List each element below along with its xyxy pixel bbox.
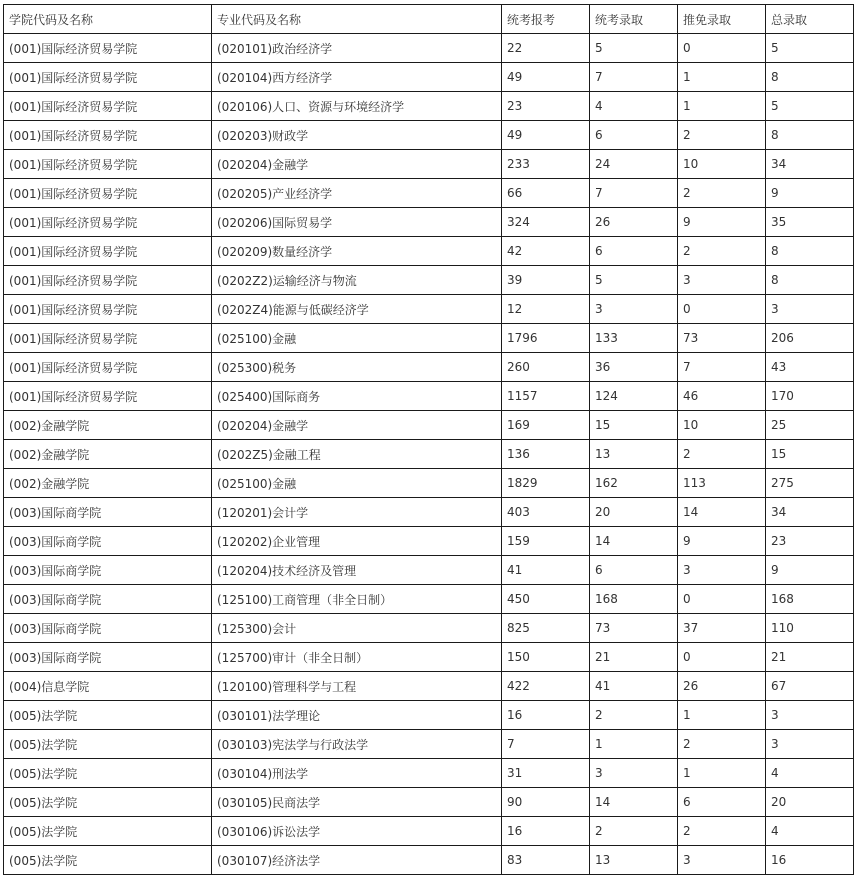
table-row xyxy=(4,237,854,266)
exempt-admitted-cell: 2 xyxy=(678,237,766,266)
table-body xyxy=(4,34,854,875)
major-cell: (020209)数量经济学 xyxy=(212,237,502,266)
exam-applicants-cell: 7 xyxy=(502,730,590,759)
exam-admitted-cell: 5 xyxy=(590,34,678,63)
college-cell: (001)国际经济贸易学院 xyxy=(4,237,212,266)
exam-applicants-cell: 825 xyxy=(502,614,590,643)
total-admitted-cell: 15 xyxy=(766,440,854,469)
exam-admitted-cell: 5 xyxy=(590,266,678,295)
college-cell: (005)法学院 xyxy=(4,846,212,875)
major-cell: (020203)财政学 xyxy=(212,121,502,150)
table-row xyxy=(4,324,854,353)
college-cell: (001)国际经济贸易学院 xyxy=(4,353,212,382)
exam-applicants-cell: 233 xyxy=(502,150,590,179)
college-header: 学院代码及名称 xyxy=(4,5,212,34)
table-row xyxy=(4,701,854,730)
exam-applicants-cell: 66 xyxy=(502,179,590,208)
total-admitted-cell: 43 xyxy=(766,353,854,382)
major-cell: (020106)人口、资源与环境经济学 xyxy=(212,92,502,121)
exempt-admitted-cell: 14 xyxy=(678,498,766,527)
exam-applicants-cell: 450 xyxy=(502,585,590,614)
exempt-admitted-cell: 2 xyxy=(678,730,766,759)
major-cell: (125100)工商管理（非全日制） xyxy=(212,585,502,614)
exam-admitted-cell: 133 xyxy=(590,324,678,353)
total-admitted-cell: 4 xyxy=(766,817,854,846)
header-row xyxy=(4,5,854,34)
major-cell: (125300)会计 xyxy=(212,614,502,643)
total-admitted-cell: 9 xyxy=(766,556,854,585)
exam-applicants-cell: 16 xyxy=(502,701,590,730)
exempt-admitted-cell: 9 xyxy=(678,527,766,556)
exempt-admitted-cell: 2 xyxy=(678,817,766,846)
college-cell: (001)国际经济贸易学院 xyxy=(4,34,212,63)
college-cell: (005)法学院 xyxy=(4,730,212,759)
exam-admitted-cell: 2 xyxy=(590,701,678,730)
total-admitted-cell: 34 xyxy=(766,498,854,527)
total-admitted-cell: 4 xyxy=(766,759,854,788)
college-cell: (005)法学院 xyxy=(4,788,212,817)
major-cell: (030105)民商法学 xyxy=(212,788,502,817)
exempt-admitted-cell: 1 xyxy=(678,701,766,730)
exam-admitted-cell: 24 xyxy=(590,150,678,179)
college-cell: (002)金融学院 xyxy=(4,469,212,498)
total-admitted-cell: 8 xyxy=(766,121,854,150)
exempt-admitted-cell: 113 xyxy=(678,469,766,498)
college-cell: (001)国际经济贸易学院 xyxy=(4,150,212,179)
college-cell: (001)国际经济贸易学院 xyxy=(4,121,212,150)
major-cell: (120202)企业管理 xyxy=(212,527,502,556)
exempt-admitted-cell: 3 xyxy=(678,266,766,295)
college-cell: (003)国际商学院 xyxy=(4,585,212,614)
college-cell: (003)国际商学院 xyxy=(4,498,212,527)
exam-admitted-cell: 13 xyxy=(590,440,678,469)
exam-admitted-cell: 13 xyxy=(590,846,678,875)
total-admitted-cell: 110 xyxy=(766,614,854,643)
table-row xyxy=(4,730,854,759)
major-cell: (020205)产业经济学 xyxy=(212,179,502,208)
table-row xyxy=(4,469,854,498)
exam-admitted-cell: 162 xyxy=(590,469,678,498)
exam-admitted-cell: 6 xyxy=(590,237,678,266)
exempt-admitted-cell: 7 xyxy=(678,353,766,382)
exempt-admitted-cell: 46 xyxy=(678,382,766,411)
table-row xyxy=(4,759,854,788)
total-admitted-cell: 25 xyxy=(766,411,854,440)
table-header xyxy=(4,5,854,34)
exam-admitted-cell: 7 xyxy=(590,179,678,208)
college-cell: (001)国际经济贸易学院 xyxy=(4,382,212,411)
table-row xyxy=(4,643,854,672)
major-cell: (0202Z2)运输经济与物流 xyxy=(212,266,502,295)
exam-admitted-cell: 2 xyxy=(590,817,678,846)
table-row xyxy=(4,556,854,585)
table-row xyxy=(4,788,854,817)
exempt-admitted-cell: 9 xyxy=(678,208,766,237)
table-row xyxy=(4,34,854,63)
exempt-admitted-cell: 2 xyxy=(678,121,766,150)
total-admitted-cell: 34 xyxy=(766,150,854,179)
table-row xyxy=(4,527,854,556)
college-cell: (003)国际商学院 xyxy=(4,643,212,672)
exempt-admitted-cell: 73 xyxy=(678,324,766,353)
exam-applicants-cell: 31 xyxy=(502,759,590,788)
exam-applicants-cell: 83 xyxy=(502,846,590,875)
exam-applicants-cell: 39 xyxy=(502,266,590,295)
college-cell: (002)金融学院 xyxy=(4,440,212,469)
exempt-admitted-cell: 3 xyxy=(678,846,766,875)
total-admitted-cell: 35 xyxy=(766,208,854,237)
major-cell: (030101)法学理论 xyxy=(212,701,502,730)
exam-applicants-cell: 136 xyxy=(502,440,590,469)
major-cell: (120201)会计学 xyxy=(212,498,502,527)
table-row xyxy=(4,121,854,150)
major-header: 专业代码及名称 xyxy=(212,5,502,34)
exam-applicants-cell: 23 xyxy=(502,92,590,121)
exempt-admitted-cell: 10 xyxy=(678,150,766,179)
exempt-admitted-cell: 0 xyxy=(678,295,766,324)
exam-admitted-header: 统考录取 xyxy=(590,5,678,34)
exam-applicants-cell: 16 xyxy=(502,817,590,846)
major-cell: (0202Z4)能源与低碳经济学 xyxy=(212,295,502,324)
major-cell: (030104)刑法学 xyxy=(212,759,502,788)
exam-applicants-cell: 22 xyxy=(502,34,590,63)
exempt-admitted-cell: 1 xyxy=(678,759,766,788)
exempt-admitted-cell: 3 xyxy=(678,556,766,585)
exam-admitted-cell: 6 xyxy=(590,556,678,585)
exam-admitted-cell: 20 xyxy=(590,498,678,527)
exam-applicants-cell: 1157 xyxy=(502,382,590,411)
total-admitted-cell: 3 xyxy=(766,701,854,730)
exam-admitted-cell: 1 xyxy=(590,730,678,759)
college-cell: (003)国际商学院 xyxy=(4,556,212,585)
exam-applicants-cell: 324 xyxy=(502,208,590,237)
exempt-admitted-cell: 37 xyxy=(678,614,766,643)
exam-admitted-cell: 4 xyxy=(590,92,678,121)
major-cell: (020206)国际贸易学 xyxy=(212,208,502,237)
exempt-admitted-cell: 6 xyxy=(678,788,766,817)
major-cell: (025100)金融 xyxy=(212,324,502,353)
table-row xyxy=(4,179,854,208)
exam-admitted-cell: 7 xyxy=(590,63,678,92)
major-cell: (0202Z5)金融工程 xyxy=(212,440,502,469)
major-cell: (125700)审计（非全日制） xyxy=(212,643,502,672)
college-cell: (001)国际经济贸易学院 xyxy=(4,63,212,92)
exam-admitted-cell: 3 xyxy=(590,759,678,788)
college-cell: (005)法学院 xyxy=(4,701,212,730)
exam-admitted-cell: 6 xyxy=(590,121,678,150)
exam-applicants-cell: 1796 xyxy=(502,324,590,353)
total-admitted-cell: 275 xyxy=(766,469,854,498)
major-cell: (025300)税务 xyxy=(212,353,502,382)
table-row xyxy=(4,440,854,469)
table-row xyxy=(4,846,854,875)
exam-applicants-cell: 90 xyxy=(502,788,590,817)
total-admitted-cell: 9 xyxy=(766,179,854,208)
table-row xyxy=(4,672,854,701)
exam-applicants-cell: 150 xyxy=(502,643,590,672)
exam-admitted-cell: 21 xyxy=(590,643,678,672)
table-row xyxy=(4,295,854,324)
total-admitted-cell: 170 xyxy=(766,382,854,411)
college-cell: (001)国际经济贸易学院 xyxy=(4,179,212,208)
total-admitted-cell: 20 xyxy=(766,788,854,817)
college-cell: (001)国际经济贸易学院 xyxy=(4,295,212,324)
exam-applicants-cell: 403 xyxy=(502,498,590,527)
college-cell: (005)法学院 xyxy=(4,817,212,846)
table-row xyxy=(4,585,854,614)
exempt-admitted-cell: 2 xyxy=(678,179,766,208)
major-cell: (030107)经济法学 xyxy=(212,846,502,875)
exam-applicants-cell: 12 xyxy=(502,295,590,324)
table-row xyxy=(4,150,854,179)
exam-applicants-header: 统考报考 xyxy=(502,5,590,34)
exam-admitted-cell: 168 xyxy=(590,585,678,614)
college-cell: (002)金融学院 xyxy=(4,411,212,440)
table-row xyxy=(4,498,854,527)
total-admitted-cell: 168 xyxy=(766,585,854,614)
college-cell: (003)国际商学院 xyxy=(4,614,212,643)
table-row xyxy=(4,382,854,411)
total-admitted-header: 总录取 xyxy=(766,5,854,34)
exam-admitted-cell: 15 xyxy=(590,411,678,440)
total-admitted-cell: 3 xyxy=(766,295,854,324)
total-admitted-cell: 5 xyxy=(766,34,854,63)
major-cell: (020104)西方经济学 xyxy=(212,63,502,92)
total-admitted-cell: 206 xyxy=(766,324,854,353)
exempt-admitted-cell: 0 xyxy=(678,34,766,63)
exam-admitted-cell: 14 xyxy=(590,527,678,556)
major-cell: (025400)国际商务 xyxy=(212,382,502,411)
exam-applicants-cell: 159 xyxy=(502,527,590,556)
major-cell: (120204)技术经济及管理 xyxy=(212,556,502,585)
table-row xyxy=(4,817,854,846)
table-row xyxy=(4,266,854,295)
total-admitted-cell: 21 xyxy=(766,643,854,672)
major-cell: (020204)金融学 xyxy=(212,411,502,440)
college-cell: (003)国际商学院 xyxy=(4,527,212,556)
exempt-admitted-cell: 10 xyxy=(678,411,766,440)
exam-admitted-cell: 3 xyxy=(590,295,678,324)
major-cell: (030103)宪法学与行政法学 xyxy=(212,730,502,759)
exam-applicants-cell: 260 xyxy=(502,353,590,382)
exempt-admitted-cell: 1 xyxy=(678,92,766,121)
exam-applicants-cell: 422 xyxy=(502,672,590,701)
major-cell: (020101)政治经济学 xyxy=(212,34,502,63)
exam-admitted-cell: 36 xyxy=(590,353,678,382)
college-cell: (001)国际经济贸易学院 xyxy=(4,92,212,121)
table-row xyxy=(4,63,854,92)
college-cell: (001)国际经济贸易学院 xyxy=(4,324,212,353)
exam-admitted-cell: 14 xyxy=(590,788,678,817)
exam-applicants-cell: 49 xyxy=(502,63,590,92)
table-row xyxy=(4,92,854,121)
total-admitted-cell: 23 xyxy=(766,527,854,556)
college-cell: (004)信息学院 xyxy=(4,672,212,701)
major-cell: (025100)金融 xyxy=(212,469,502,498)
college-cell: (001)国际经济贸易学院 xyxy=(4,208,212,237)
exam-admitted-cell: 73 xyxy=(590,614,678,643)
exam-admitted-cell: 26 xyxy=(590,208,678,237)
exempt-admitted-cell: 2 xyxy=(678,440,766,469)
total-admitted-cell: 5 xyxy=(766,92,854,121)
total-admitted-cell: 8 xyxy=(766,237,854,266)
total-admitted-cell: 3 xyxy=(766,730,854,759)
exam-applicants-cell: 49 xyxy=(502,121,590,150)
exam-applicants-cell: 41 xyxy=(502,556,590,585)
exam-applicants-cell: 169 xyxy=(502,411,590,440)
major-cell: (020204)金融学 xyxy=(212,150,502,179)
admissions-table xyxy=(3,4,854,875)
table-row xyxy=(4,614,854,643)
exam-admitted-cell: 124 xyxy=(590,382,678,411)
table-row xyxy=(4,353,854,382)
college-cell: (005)法学院 xyxy=(4,759,212,788)
college-cell: (001)国际经济贸易学院 xyxy=(4,266,212,295)
exam-applicants-cell: 1829 xyxy=(502,469,590,498)
exam-admitted-cell: 41 xyxy=(590,672,678,701)
exempt-admitted-cell: 0 xyxy=(678,643,766,672)
major-cell: (030106)诉讼法学 xyxy=(212,817,502,846)
exempt-admitted-cell: 26 xyxy=(678,672,766,701)
exempt-admitted-cell: 0 xyxy=(678,585,766,614)
total-admitted-cell: 8 xyxy=(766,266,854,295)
table-row xyxy=(4,208,854,237)
total-admitted-cell: 67 xyxy=(766,672,854,701)
table-row xyxy=(4,411,854,440)
total-admitted-cell: 8 xyxy=(766,63,854,92)
exempt-admitted-cell: 1 xyxy=(678,63,766,92)
major-cell: (120100)管理科学与工程 xyxy=(212,672,502,701)
total-admitted-cell: 16 xyxy=(766,846,854,875)
exempt-admitted-header: 推免录取 xyxy=(678,5,766,34)
exam-applicants-cell: 42 xyxy=(502,237,590,266)
